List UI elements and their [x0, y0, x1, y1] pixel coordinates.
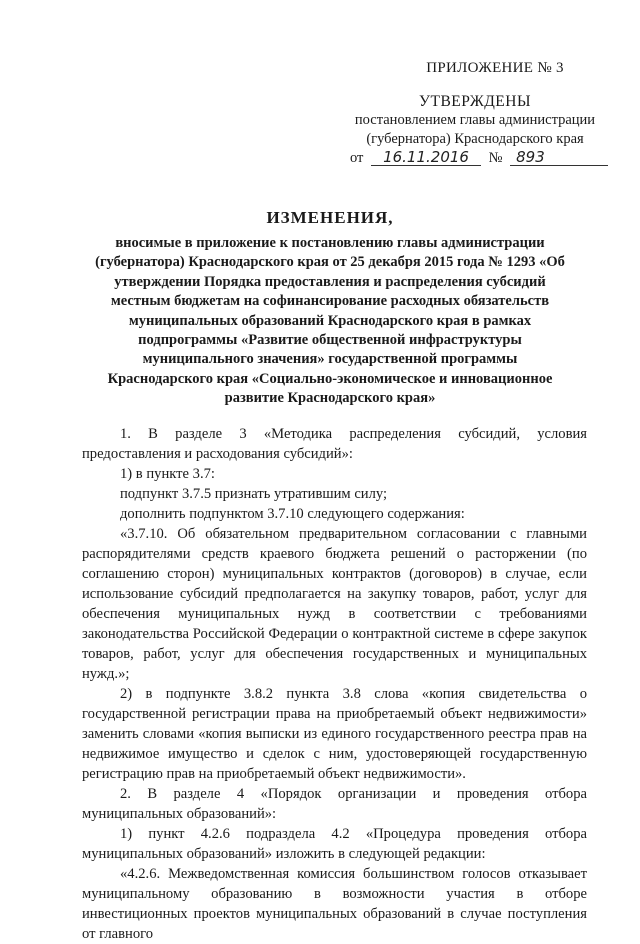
paragraph-1: 1. В разделе 3 «Методика распределения субсидий, условия предоставления и расходования субсидий»: [82, 426, 587, 462]
paragraph-5: «3.7.10. Об обязательном предварительном согласовании с главными распорядителями средств краевого бюджета решений о расторжении (по соглашению сторон) муниципальных контрактов (договоров) в случае, если использование субсидий предполагается на закупку товаров, работ, услуг для обеспечения муниципальных нужд в соответствии с требованиями законодательства Российской Федерации о контрактной системе в сфере закупок товаров, работ, услуг для обеспечения государственных и муниципальных нужд.»; [82, 526, 587, 682]
document-title: ИЗМЕНЕНИЯ, [266, 208, 394, 227]
handwritten-date: 16.11.2016 [371, 149, 481, 166]
handwritten-number: 893 [510, 149, 608, 166]
paragraph-9: «4.2.6. Межведомственная комиссия большинством голосов отказывает муниципальному образованию в возможности участия в отборе инвестиционных проектов муниципальных образований в случае поступления от главного [82, 866, 587, 942]
approved-label: УТВЕРЖДЕНЫ [419, 93, 531, 110]
date-prefix: от [350, 150, 364, 166]
document-subtitle: вносимые в приложение к постановлению главы администрации (губернатора) Краснодарского края от 25 декабря 2015 года № 1293 «Об утверждении Порядка предоставления и распределения субсидий местным бюджетам на софинансирование расходных обязательств муниципальных образований Краснодарского края в рамках подпрограммы «Развитие общественной инфраструктуры муниципального значения» государственной программы Краснодарского края «Социально-экономическое и инновационное развитие Краснодарского края» [95, 235, 565, 407]
document-body [82, 424, 587, 944]
paragraph-6: 2) в подпункте 3.8.2 пункта 3.8 слова «копия свидетельства о государственной регистрации права на приобретаемый объект недвижимости» заменить словами «копия выписки из единого государственного реестра прав на недвижимое имущество и сделок с ним, удостоверяющей государственную регистрацию прав на приобретаемый объект недвижимости». [82, 686, 587, 782]
paragraph-4: дополнить подпунктом 3.7.10 следующего содержания: [120, 506, 465, 522]
paragraph-7: 2. В разделе 4 «Порядок организации и проведения отбора муниципальных образований»: [82, 786, 587, 822]
approval-block [340, 92, 610, 168]
paragraph-3: подпункт 3.7.5 признать утратившим силу; [120, 486, 388, 502]
number-prefix: № [488, 150, 503, 166]
paragraph-2: 1) в пункте 3.7: [120, 466, 215, 482]
document-heading [90, 208, 570, 409]
approved-by-line-1: постановлением главы администрации [354, 112, 596, 128]
paragraph-8: 1) пункт 4.2.6 подраздела 4.2 «Процедура проведения отбора муниципальных образований» изложить в следующей редакции: [82, 826, 587, 862]
approved-by-line-2: (губернатора) Краснодарского края [366, 131, 584, 147]
date-number-line [340, 149, 610, 168]
appendix-label: ПРИЛОЖЕНИЕ № 3 [426, 60, 564, 76]
